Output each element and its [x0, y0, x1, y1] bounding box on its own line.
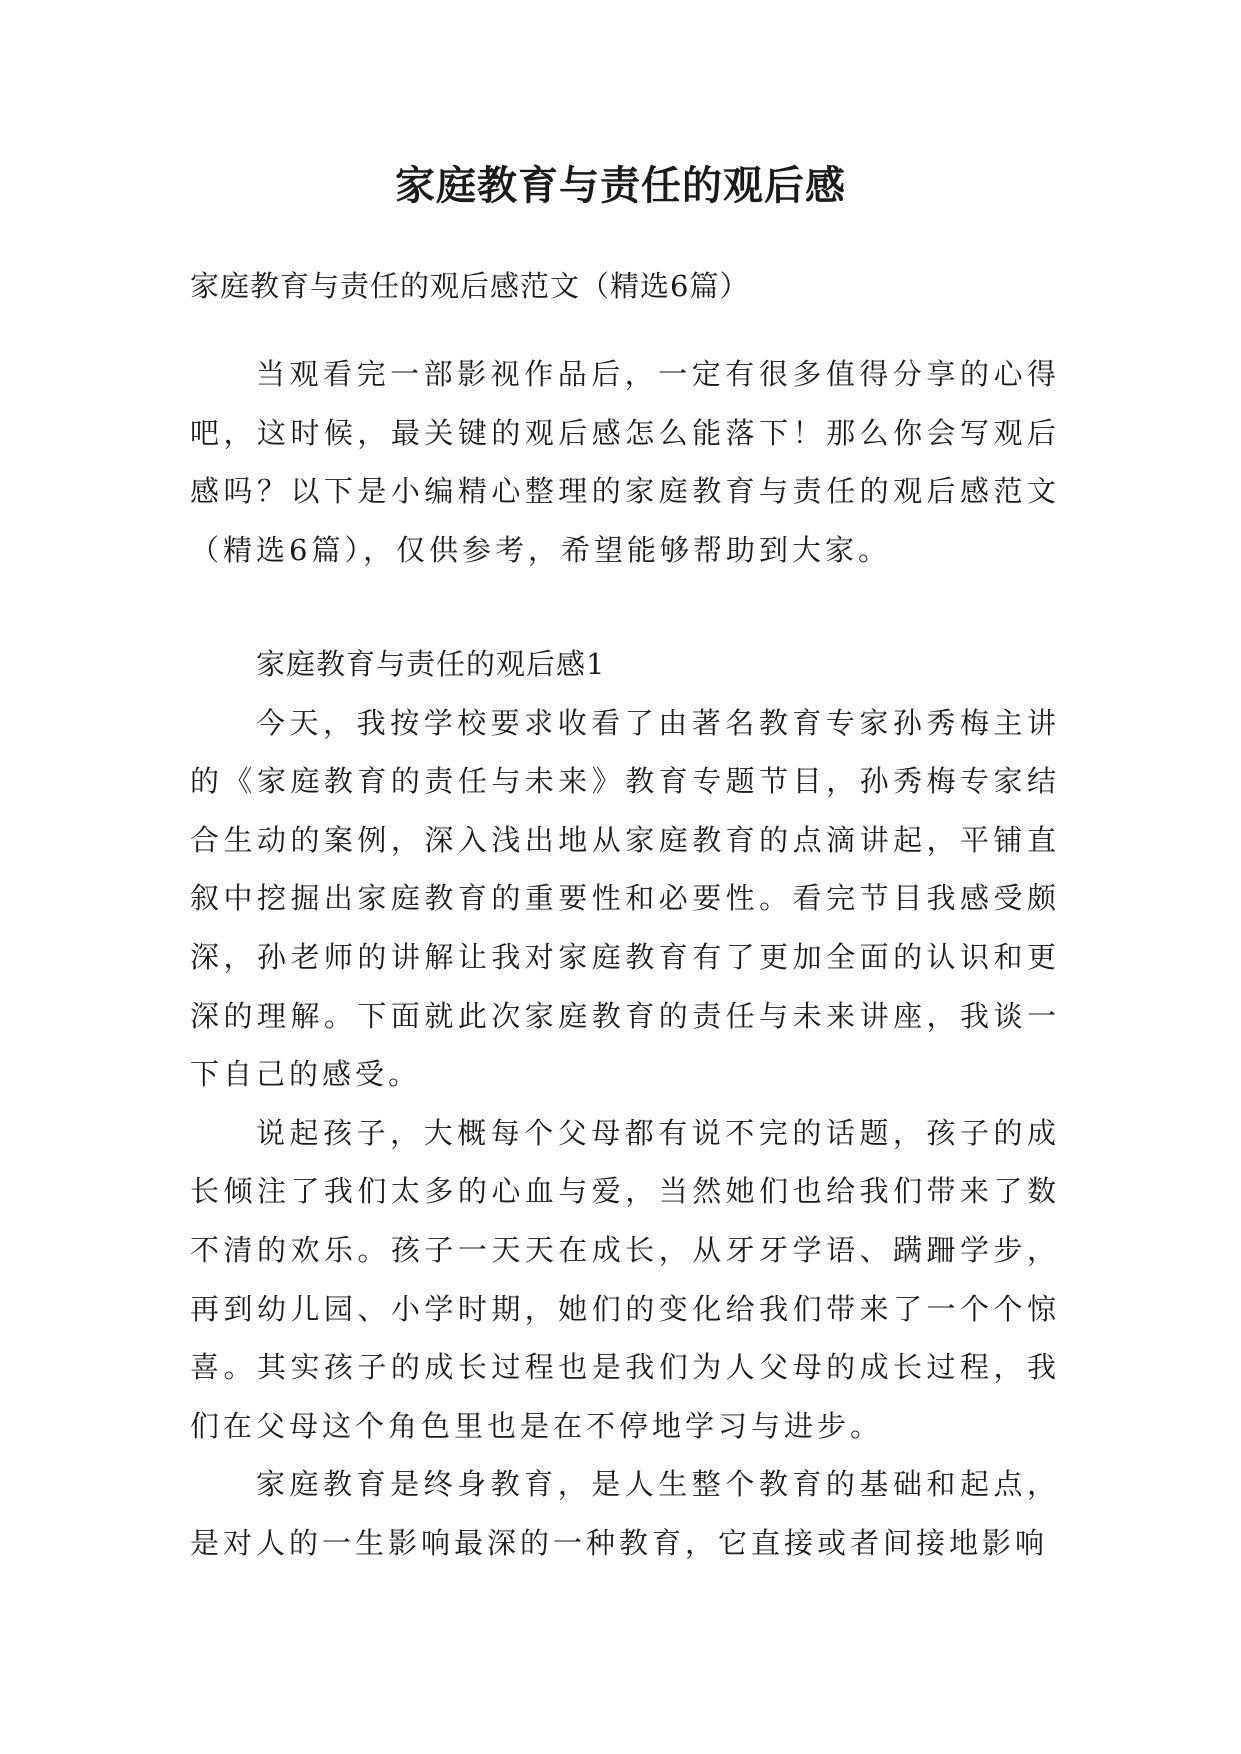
document-title: 家庭教育与责任的观后感 — [395, 162, 846, 209]
essay-section-1 — [190, 635, 1060, 1573]
body-paragraph: 今天，我按学校要求收看了由著名教育专家孙秀梅主讲的《家庭教育的责任与未来》教育专题节目，孙秀梅专家结合生动的案例，深入浅出地从家庭教育的点滴讲起，平铺直叙中挖掘出家庭教育的重要性和必要性。看完节目我感受颇深，孙老师的讲解让我对家庭教育有了更加全面的认识和更深的理解。下面就此次家庭教育的责任与未来讲座，我谈一下自己的感受。 — [190, 705, 1060, 1092]
body-paragraph: 家庭教育是终身教育，是人生整个教育的基础和起点，是对人的一生影响最深的一种教育，它直接或者间接地影响 — [190, 1467, 1060, 1560]
section-heading: 家庭教育与责任的观后感1 — [256, 647, 606, 681]
document-subtitle: 家庭教育与责任的观后感范文（精选6篇） — [190, 269, 750, 303]
intro-paragraph: 当观看完一部影视作品后，一定有很多值得分享的心得吧，这时候，最关键的观后感怎么能落下！那么你会写观后感吗？以下是小编精心整理的家庭教育与责任的观后感范文（精选6篇），仅供参考，希望能够帮助到大家。 — [190, 357, 1060, 567]
body-paragraph: 说起孩子，大概每个父母都有说不完的话题，孩子的成长倾注了我们太多的心血与爱，当然她们也给我们带来了数不清的欢乐。孩子一天天在成长，从牙牙学语、蹒跚学步，再到幼儿园、小学时期，她们的变化给我们带来了一个个惊喜。其实孩子的成长过程也是我们为人父母的成长过程，我们在父母这个角色里也是在不停地学习与进步。 — [190, 1115, 1060, 1443]
